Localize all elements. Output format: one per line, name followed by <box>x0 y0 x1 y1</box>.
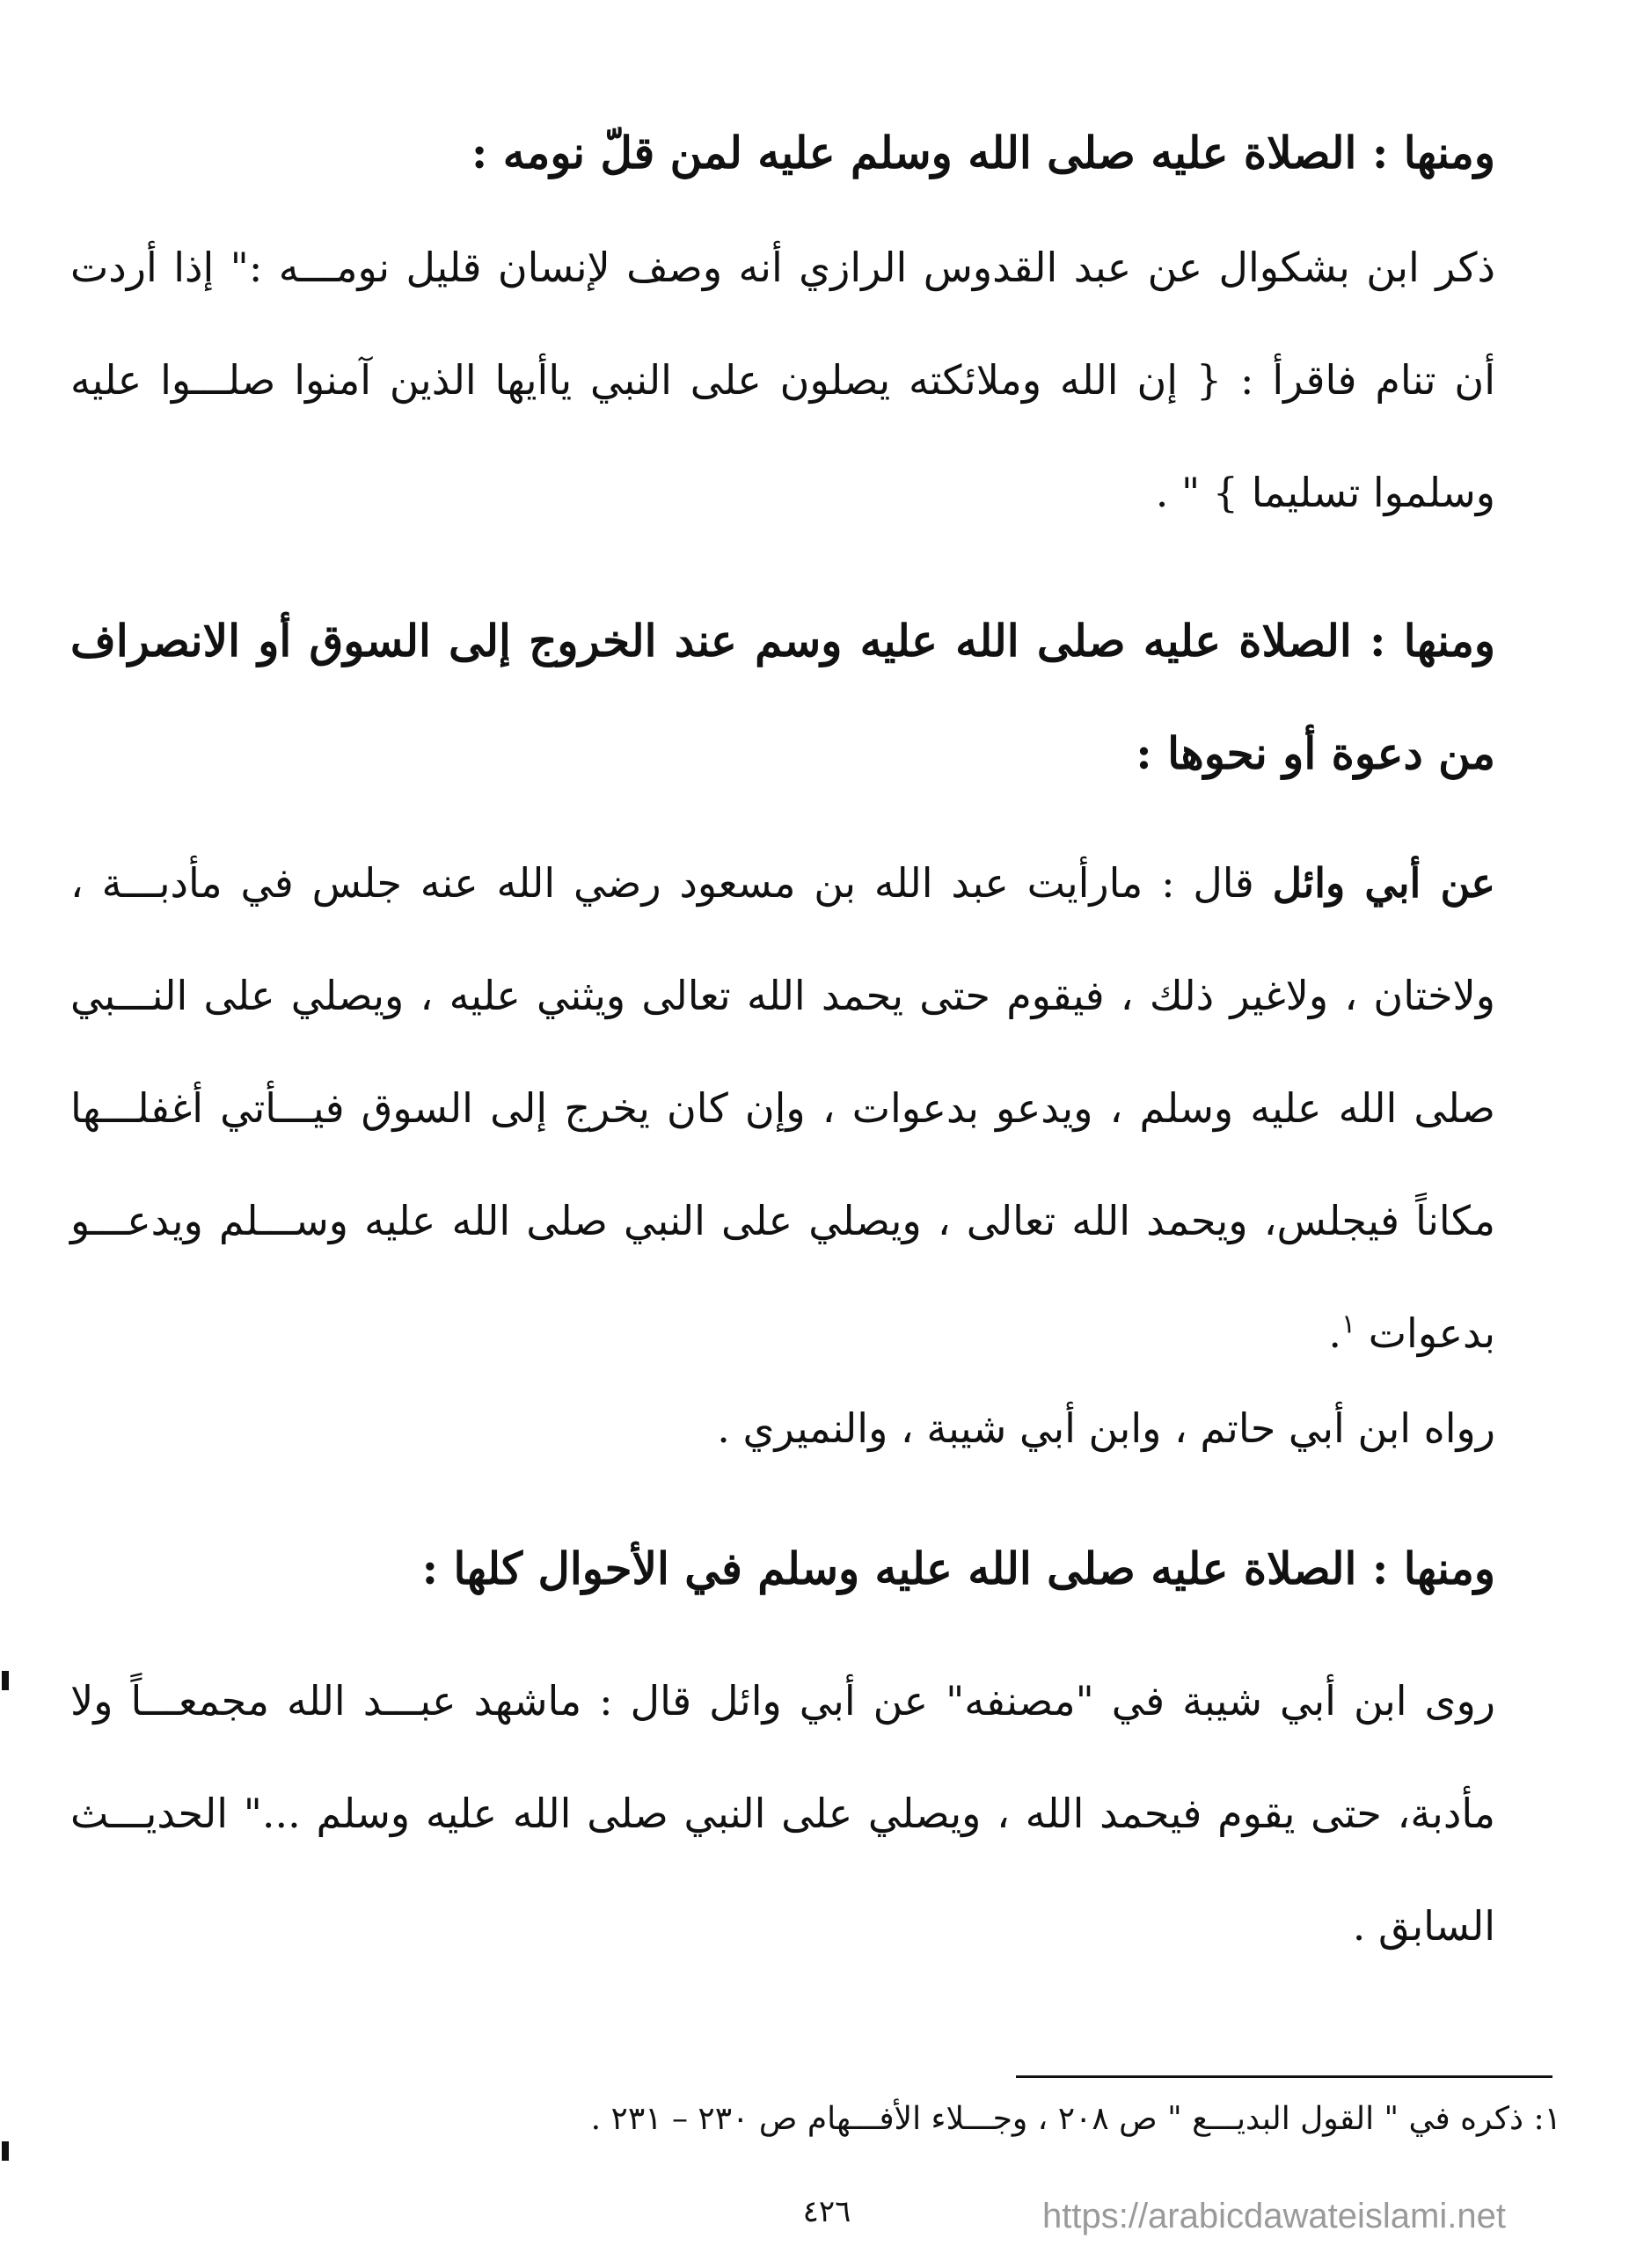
section-3-heading: ومنها : الصلاة عليه صلى الله عليه وسلم في الأحوال كلها : <box>421 1542 1495 1594</box>
footnote-divider <box>1016 2075 1552 2078</box>
watermark-url: https://arabicdawateislami.net <box>1042 2197 1506 2235</box>
section-1-paragraph: ذكر ابن بشكوال عن عبد القدوس الرازي أنه وصف لإنسان قليل نومـــه :" إذا أردت أن تنام فاقرأ : { إن الله وملائكته يصلون على النبي ياأيها الذين آمنوا صلـــوا عليه وسلموا تسليما } " . <box>70 244 1495 516</box>
narration-source: رواه ابن أبي حاتم ، وابن أبي شيبة ، والنميري . <box>717 1404 1495 1452</box>
section-2-paragraph-text: قال : مارأيت عبد الله بن مسعود رضي الله عنه جلس في مأدبـــة ، ولاختان ، ولاغير ذلك ، فيقوم حتى يحمد الله تعالى ويثني عليه ، ويصلي على النـــبي صلى الله عليه وسلم ، ويدعو بدعوات ، وإن كان يخرج إلى السوق فيـــأتي أغفلـــها مكاناً فيجلس، ويحمد الله تعالى ، ويصلي على النبي صلى الله عليه وســـلم ويدعـــو بدعوات <box>70 859 1495 1357</box>
scan-edge-mark <box>2 1671 9 1690</box>
footnote: ١: ذكره في " القول البديـــع " ص ٢٠٨ ، وجـــلاء الأفـــهام ص ٢٣٠ – ٢٣١ . <box>590 2101 1561 2137</box>
page-number: ٤٢٦ <box>802 2194 851 2229</box>
section-3-paragraph: روى ابن أبي شيبة في "مصنفه" عن أبي وائل قال : ماشهد عبـــد الله مجمعـــاً ولا مأدبة، حتى يقوم فيحمد الله ، ويصلي على النبي صلى الله عليه وسلم ..." الحديـــث السابق . <box>70 1677 1495 1950</box>
scan-edge-mark <box>2 2141 9 2161</box>
narrator-name: عن أبي وائل <box>1272 859 1495 907</box>
section-2-heading: ومنها : الصلاة عليه صلى الله عليه وسم عند الخروج إلى السوق أو الانصراف من دعوة أو نحوها : <box>70 615 1495 779</box>
footnote-reference: ١ <box>1341 1309 1356 1340</box>
section-1-heading: ومنها : الصلاة عليه صلى الله وسلم عليه لمن قلّ نومه : <box>471 127 1495 179</box>
section-2-paragraph: عن أبي وائل قال : مارأيت عبد الله بن مسعود رضي الله عنه جلس في مأدبـــة ، ولاختان ، ولاغير ذلك ، فيقوم حتى يحمد الله تعالى ويثني عليه ، ويصلي على النـــبي صلى الله عليه وسلم ، ويدعو بدعوات ، وإن كان يخرج إلى السوق فيـــأتي أغفلـــها مكاناً فيجلس، ويحمد الله تعالى ، ويصلي على النبي صلى الله عليه وســـلم ويدعـــو بدعوات $^١$. <box>70 859 1495 1357</box>
